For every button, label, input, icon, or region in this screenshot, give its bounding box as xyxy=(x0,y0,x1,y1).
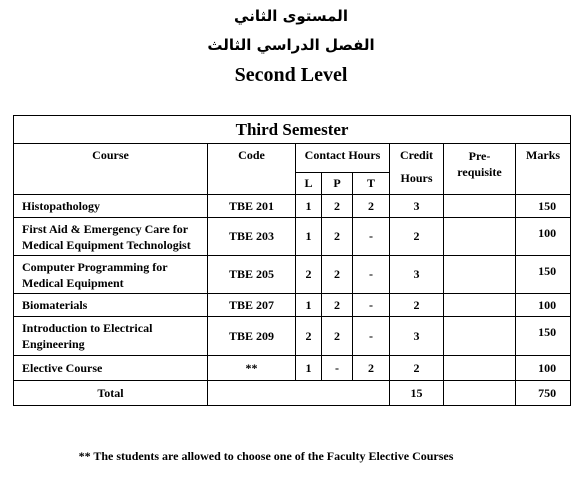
table-row xyxy=(14,294,571,317)
course-name: Computer Programming for Medical Equipment xyxy=(14,256,208,294)
header-l: L xyxy=(296,173,322,195)
header-p: P xyxy=(322,173,353,195)
course-name: First Aid & Emergency Care for Medical Equipment Technologist xyxy=(14,218,208,256)
tutorial-hours: 2 xyxy=(353,356,390,381)
total-row xyxy=(14,381,571,406)
credit-hours: 2 xyxy=(390,356,444,381)
footnote: ** The students are allowed to choose one of the Faculty Elective Courses xyxy=(78,449,454,463)
course-code: TBE 201 xyxy=(208,195,296,218)
total-label: Total xyxy=(14,381,208,406)
marks: 150 xyxy=(516,195,571,218)
prerequisite xyxy=(444,356,516,381)
header-prerequisite: Pre- requisite xyxy=(444,144,516,195)
table-row xyxy=(14,317,571,356)
marks: 100 xyxy=(516,294,571,317)
header-course: Course xyxy=(14,144,208,195)
total-credit: 15 xyxy=(390,381,444,406)
course-name: Biomaterials xyxy=(14,294,208,317)
total-marks: 750 xyxy=(516,381,571,406)
course-code: TBE 203 xyxy=(208,218,296,256)
tutorial-hours: - xyxy=(353,317,390,356)
lecture-hours: 1 xyxy=(296,218,322,256)
arabic-semester-heading: الفصل الدراسي الثالث xyxy=(207,36,375,54)
header-credit-hours xyxy=(390,144,444,195)
prerequisite xyxy=(444,256,516,294)
lecture-hours: 1 xyxy=(296,294,322,317)
total-prerequisite-blank xyxy=(444,381,516,406)
table-row xyxy=(14,218,571,256)
prerequisite xyxy=(444,195,516,218)
tutorial-hours: - xyxy=(353,294,390,317)
level-title: Second Level xyxy=(234,64,348,86)
header-marks: Marks xyxy=(516,144,571,195)
marks: 150 xyxy=(516,317,571,356)
tutorial-hours: 2 xyxy=(353,195,390,218)
table-row xyxy=(14,256,571,294)
marks: 150 xyxy=(516,256,571,294)
course-code: TBE 207 xyxy=(208,294,296,317)
header-code: Code xyxy=(208,144,296,195)
header-hours-label: Hours xyxy=(400,171,433,185)
marks: 100 xyxy=(516,218,571,256)
practical-hours: 2 xyxy=(322,218,353,256)
course-name: Elective Course xyxy=(14,356,208,381)
header-credit-label: Credit xyxy=(399,148,434,162)
practical-hours: 2 xyxy=(322,256,353,294)
credit-hours: 2 xyxy=(390,294,444,317)
course-name: Introduction to Electrical Engineering xyxy=(14,317,208,356)
header-t: T xyxy=(353,173,390,195)
lecture-hours: 1 xyxy=(296,356,322,381)
tutorial-hours: - xyxy=(353,256,390,294)
arabic-level-heading: المستوى الثاني xyxy=(234,7,348,25)
table-row xyxy=(14,195,571,218)
prerequisite xyxy=(444,294,516,317)
prerequisite xyxy=(444,218,516,256)
course-code: TBE 205 xyxy=(208,256,296,294)
credit-hours: 2 xyxy=(390,218,444,256)
table-row xyxy=(14,356,571,381)
practical-hours: 2 xyxy=(322,294,353,317)
credit-hours: 3 xyxy=(390,256,444,294)
credit-hours: 3 xyxy=(390,195,444,218)
course-name: Histopathology xyxy=(14,195,208,218)
header-contact-hours: Contact Hours xyxy=(296,144,390,173)
semester-title: Third Semester xyxy=(14,116,571,144)
lecture-hours: 1 xyxy=(296,195,322,218)
course-table xyxy=(13,115,571,406)
practical-hours: 2 xyxy=(322,317,353,356)
course-code: TBE 209 xyxy=(208,317,296,356)
credit-hours: 3 xyxy=(390,317,444,356)
tutorial-hours: - xyxy=(353,218,390,256)
practical-hours: - xyxy=(322,356,353,381)
lecture-hours: 2 xyxy=(296,256,322,294)
lecture-hours: 2 xyxy=(296,317,322,356)
prerequisite xyxy=(444,317,516,356)
course-code: ** xyxy=(208,356,296,381)
total-blank xyxy=(208,381,390,406)
marks: 100 xyxy=(516,356,571,381)
practical-hours: 2 xyxy=(322,195,353,218)
